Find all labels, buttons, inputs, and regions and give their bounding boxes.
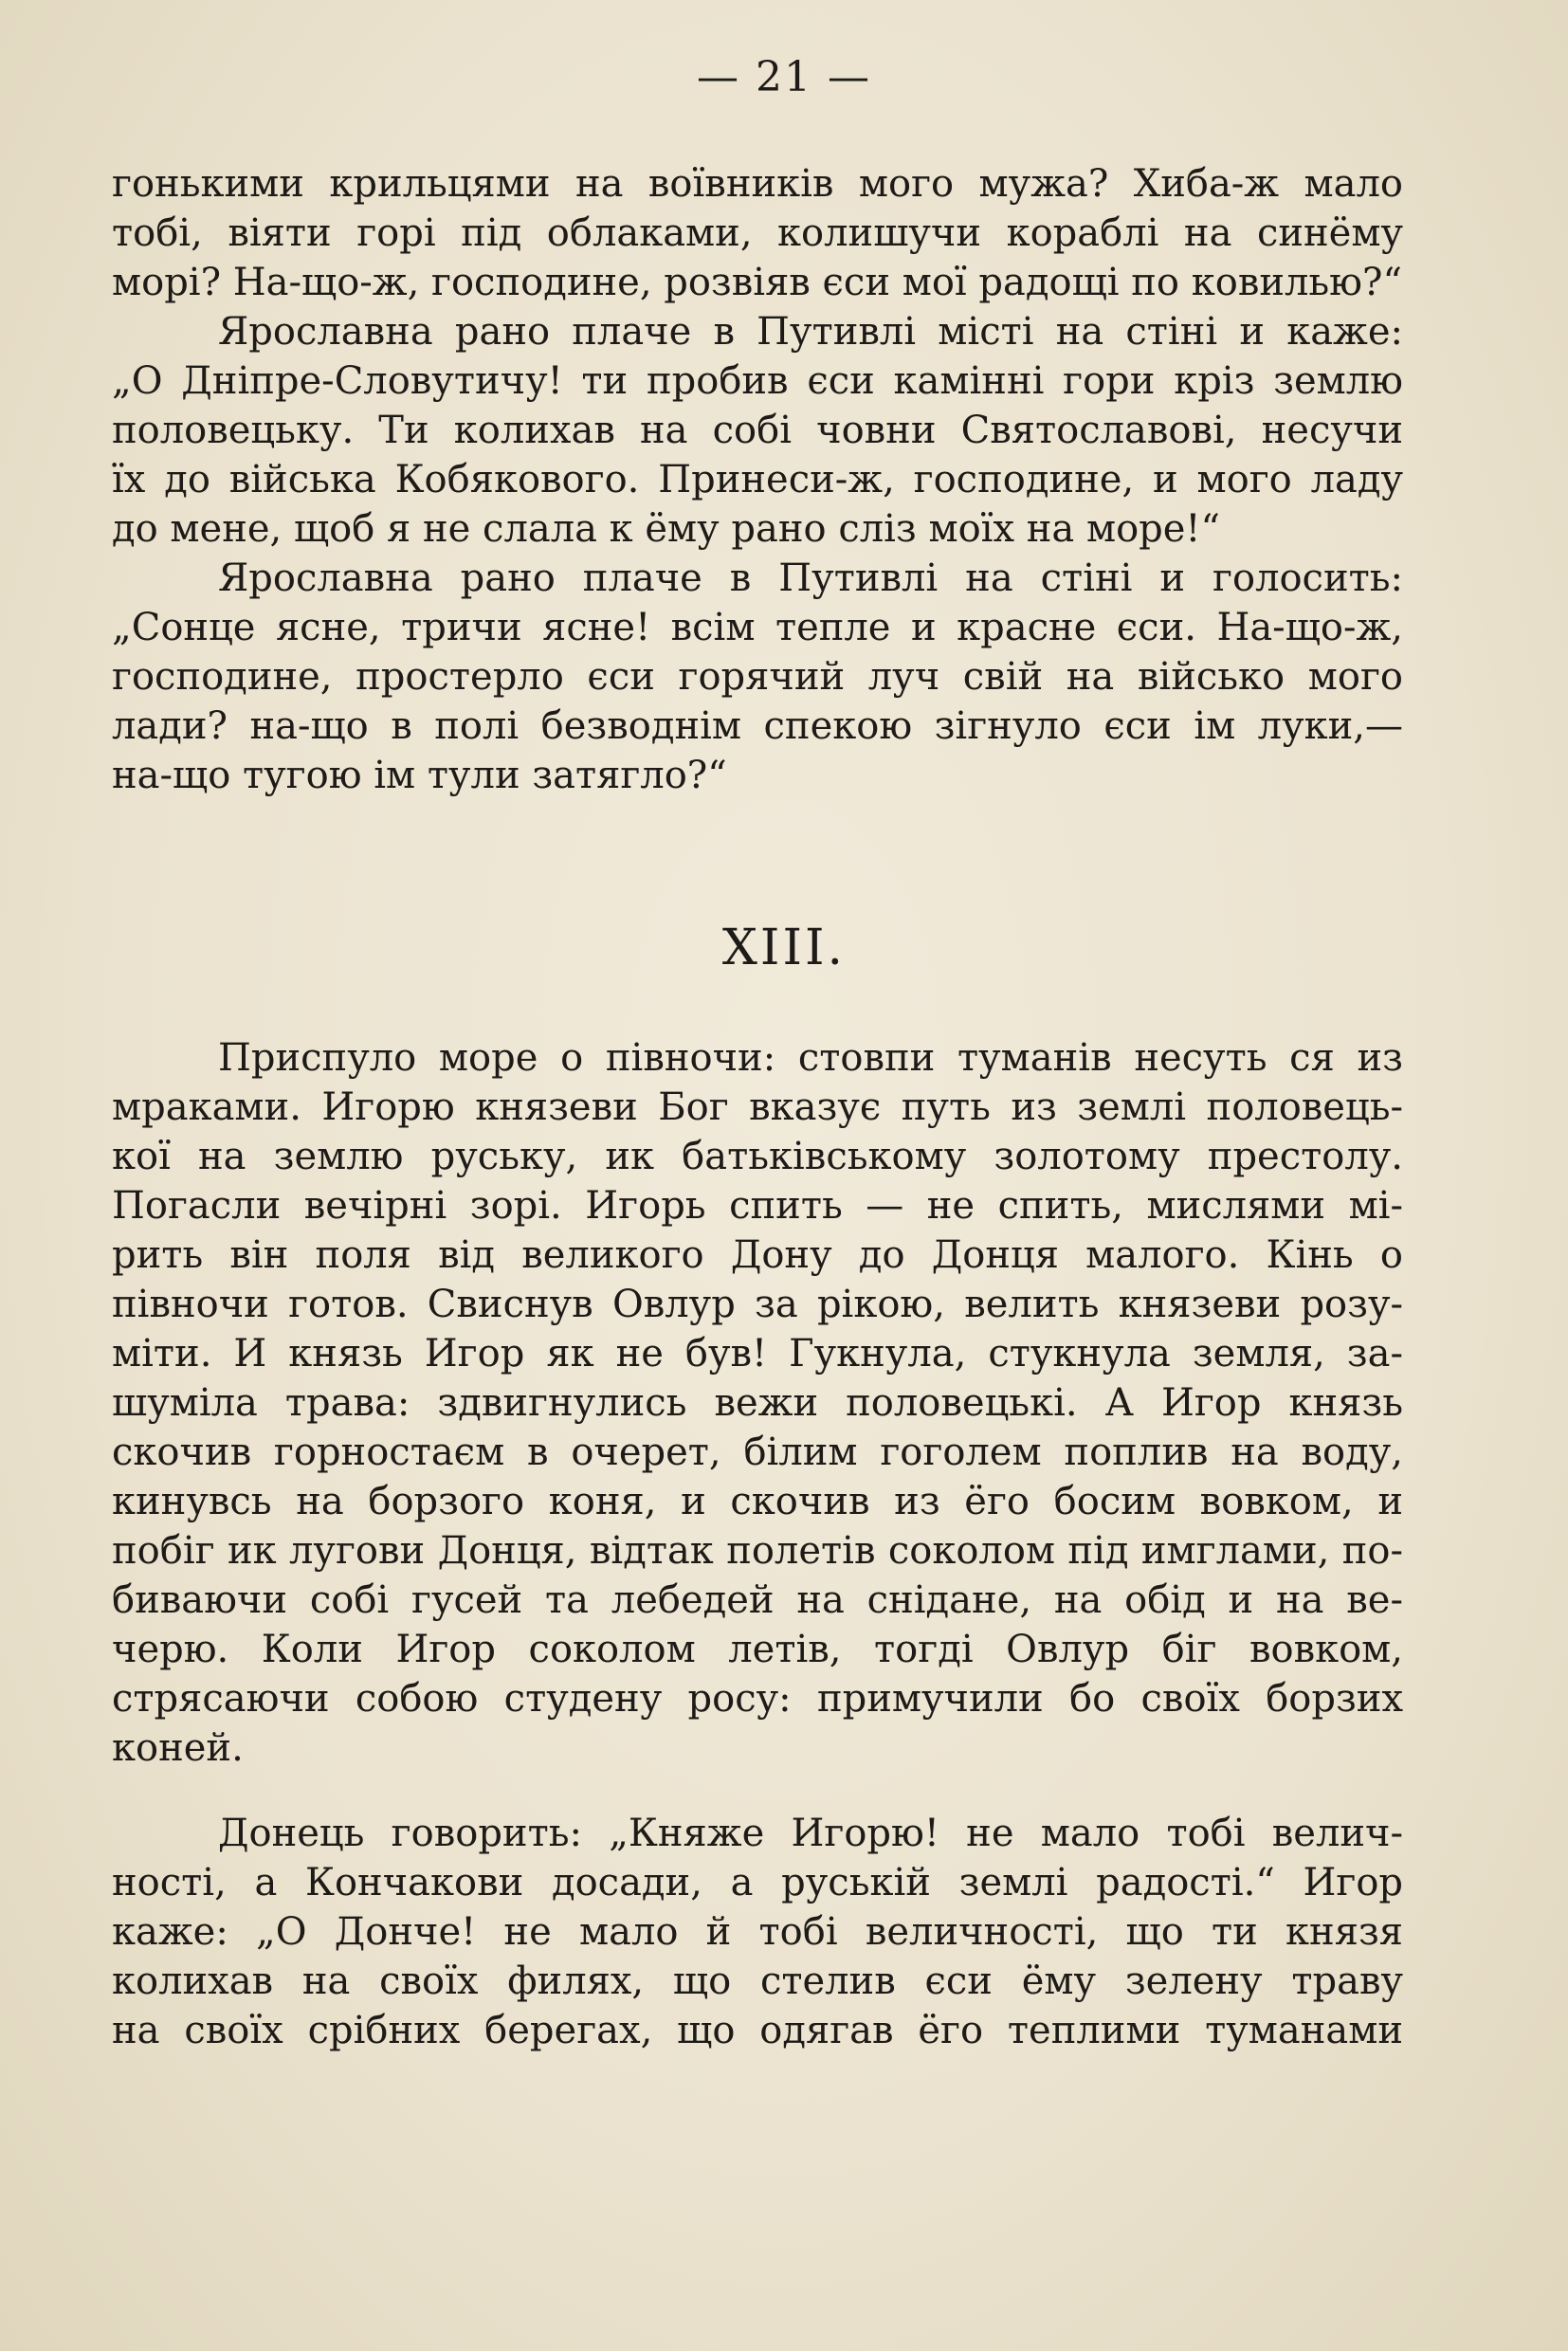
chapter-heading: XIII.: [721, 920, 847, 976]
text-block-lament: [112, 159, 1403, 800]
text-line: лади? на-що в полі безводнім спекою зігнуло єси ім луки,—: [112, 704, 1403, 748]
text-line: Погасли вечірні зорі. Игорь спить — не спить, мислями мі-: [112, 1184, 1403, 1228]
text-line: стрясаючи собою студену росу: примучили бо своїх борзих: [112, 1677, 1403, 1721]
text-line: Ярославна рано плаче в Путивлі на стіні и голосить:: [218, 556, 1403, 600]
text-line: каже: „О Донче! не мало й тобі величності, що ти князя: [112, 1910, 1403, 1954]
text-line: до мене, щоб я не слала к ёму рано сліз моїх на море!“: [112, 507, 1220, 551]
text-line: півночи готов. Свиснув Овлур за рікою, велить князеви розу-: [112, 1283, 1403, 1326]
text-line: биваючи собі гусей та лебедей на снідане, на обід и на ве-: [112, 1578, 1403, 1622]
text-line: побіг ик лугови Донця, відтак полетів соколом під имглами, по-: [112, 1529, 1403, 1573]
text-line: Приспуло море о півночи: стовпи туманів несуть ся из: [218, 1036, 1403, 1080]
text-line: колихав на своїх филях, що стелив єси ёму зелену траву: [112, 1959, 1403, 2003]
text-line: половецьку. Ти колихав на собі човни Святославові, несучи: [112, 409, 1403, 452]
text-line: рить він поля від великого Дону до Донця малого. Кінь о: [112, 1233, 1403, 1277]
text-line: на-що тугою ім тули затягло?“: [112, 754, 727, 797]
text-block-escape: [112, 1033, 1403, 1773]
text-line: морі? На-що-ж, господине, розвіяв єси мої радощі по ковилью?“: [112, 261, 1402, 304]
text-line: черю. Коли Игор соколом летів, тогді Овлур біг вовком,: [112, 1628, 1403, 1671]
text-line: кинувсь на борзого коня, и скочив из ёго босим вовком, и: [112, 1480, 1403, 1523]
page-number: — 21 —: [697, 53, 871, 101]
text-line: „Сонце ясне, тричи ясне! всім тепле и красне єси. На-що-ж,: [112, 606, 1403, 649]
text-line: Ярославна рано плаче в Путивлі місті на стіні и каже:: [218, 310, 1403, 354]
text-line: на своїх срібних берегах, що одягав ёго теплими туманами: [112, 2009, 1403, 2052]
text-line: кої на землю руську, ик батьківському золотому престолу.: [112, 1135, 1403, 1178]
text-line: скочив горностаєм в очерет, білим гоголем поплив на воду,: [112, 1431, 1403, 1474]
text-line: міти. И князь Игор як не був! Гукнула, стукнула земля, за-: [112, 1332, 1403, 1376]
text-line: їх до війська Кобякового. Принеси-ж, господине, и мого ладу: [112, 458, 1403, 501]
text-line: тобі, віяти горі під облаками, колишучи кораблі на синёму: [112, 211, 1403, 255]
text-line: шуміла трава: здвигнулись вежи половецькі. А Игор князь: [112, 1381, 1403, 1425]
text-line: „О Дніпре-Словутичу! ти пробив єси камінні гори кріз землю: [112, 359, 1403, 403]
text-line: гонькими крильцями на воївників мого мужа? Хиба-ж мало: [112, 162, 1403, 206]
text-line: ності, а Кончакови досади, а руській землі радості.“ Игор: [112, 1861, 1403, 1904]
text-line: Донець говорить: „Княже Игорю! не мало тобі велич-: [218, 1812, 1403, 1855]
text-line: коней.: [112, 1726, 244, 1770]
text-block-donets: [112, 1809, 1403, 2055]
text-line: мраками. Игорю князеви Бог вказує путь из землі половець-: [112, 1085, 1403, 1129]
text-line: господине, простерло єси горячий луч свій на військо мого: [112, 655, 1403, 699]
